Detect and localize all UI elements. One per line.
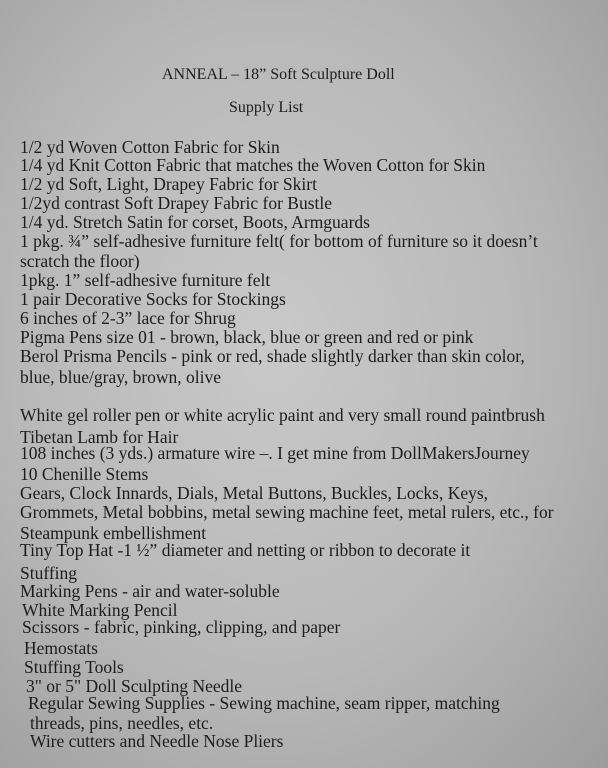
supply-line: 1/2yd contrast Soft Drapey Fabric for Bustle (20, 193, 333, 213)
supply-line: Wire cutters and Needle Nose Pliers (30, 731, 284, 751)
supply-line: 3" or 5" Doll Sculpting Needle (26, 676, 242, 696)
supply-line: 1pkg. 1” self-adhesive furniture felt (20, 270, 271, 290)
supply-line: Stuffing (20, 563, 78, 583)
supply-line: scratch the floor) (20, 251, 140, 271)
supply-line: Steampunk embellishment (20, 523, 207, 543)
supply-line: 1/4 yd Knit Cotton Fabric that matches the Woven Cotton for Skin (20, 155, 486, 175)
supply-line: 6 inches of 2-3” lace for Shrug (20, 308, 236, 328)
supply-line: Stuffing Tools (24, 657, 124, 677)
document-subtitle: Supply List (229, 99, 304, 116)
supply-line: Tibetan Lamb for Hair (20, 427, 179, 447)
supply-line: threads, pins, needles, etc. (30, 713, 214, 733)
supply-line: Marking Pens - air and water-soluble (20, 581, 280, 601)
supply-line: Pigma Pens size 01 - brown, black, blue or green and red or pink (20, 327, 474, 347)
supply-line: 1 pair Decorative Socks for Stockings (20, 289, 286, 309)
supply-line: 108 inches (3 yds.) armature wire –. I get mine from DollMakersJourney (20, 443, 530, 463)
supply-line: 1/2 yd Woven Cotton Fabric for Skin (20, 137, 280, 157)
supply-line: Berol Prisma Pencils - pink or red, shade slightly darker than skin color, (20, 346, 525, 366)
supply-line: 1/4 yd. Stretch Satin for corset, Boots, Armguards (20, 212, 370, 232)
supply-line: 1/2 yd Soft, Light, Drapey Fabric for Skirt (20, 174, 317, 194)
supply-line: White gel roller pen or white acrylic paint and very small round paintbrush (20, 405, 545, 425)
supply-line: blue, blue/gray, brown, olive (20, 367, 222, 387)
supply-line: Scissors - fabric, pinking, clipping, and paper (22, 617, 341, 637)
supply-line: Tiny Top Hat -1 ½” diameter and netting or ribbon to decorate it (20, 540, 471, 560)
supply-line: Hemostats (24, 638, 98, 658)
supply-line: Grommets, Metal bobbins, metal sewing machine feet, metal rulers, etc., for (20, 502, 554, 522)
supply-line: Regular Sewing Supplies - Sewing machine, seam ripper, matching (28, 693, 500, 713)
supply-line: 10 Chenille Stems (20, 464, 149, 484)
supply-line: 1 pkg. ¾” self-adhesive furniture felt( for bottom of furniture so it doesn’t (20, 231, 538, 251)
supply-line: White Marking Pencil (22, 600, 178, 620)
supply-line: Gears, Clock Innards, Dials, Metal Buttons, Buckles, Locks, Keys, (20, 483, 489, 503)
document-title: ANNEAL – 18” Soft Sculpture Doll (162, 66, 395, 83)
